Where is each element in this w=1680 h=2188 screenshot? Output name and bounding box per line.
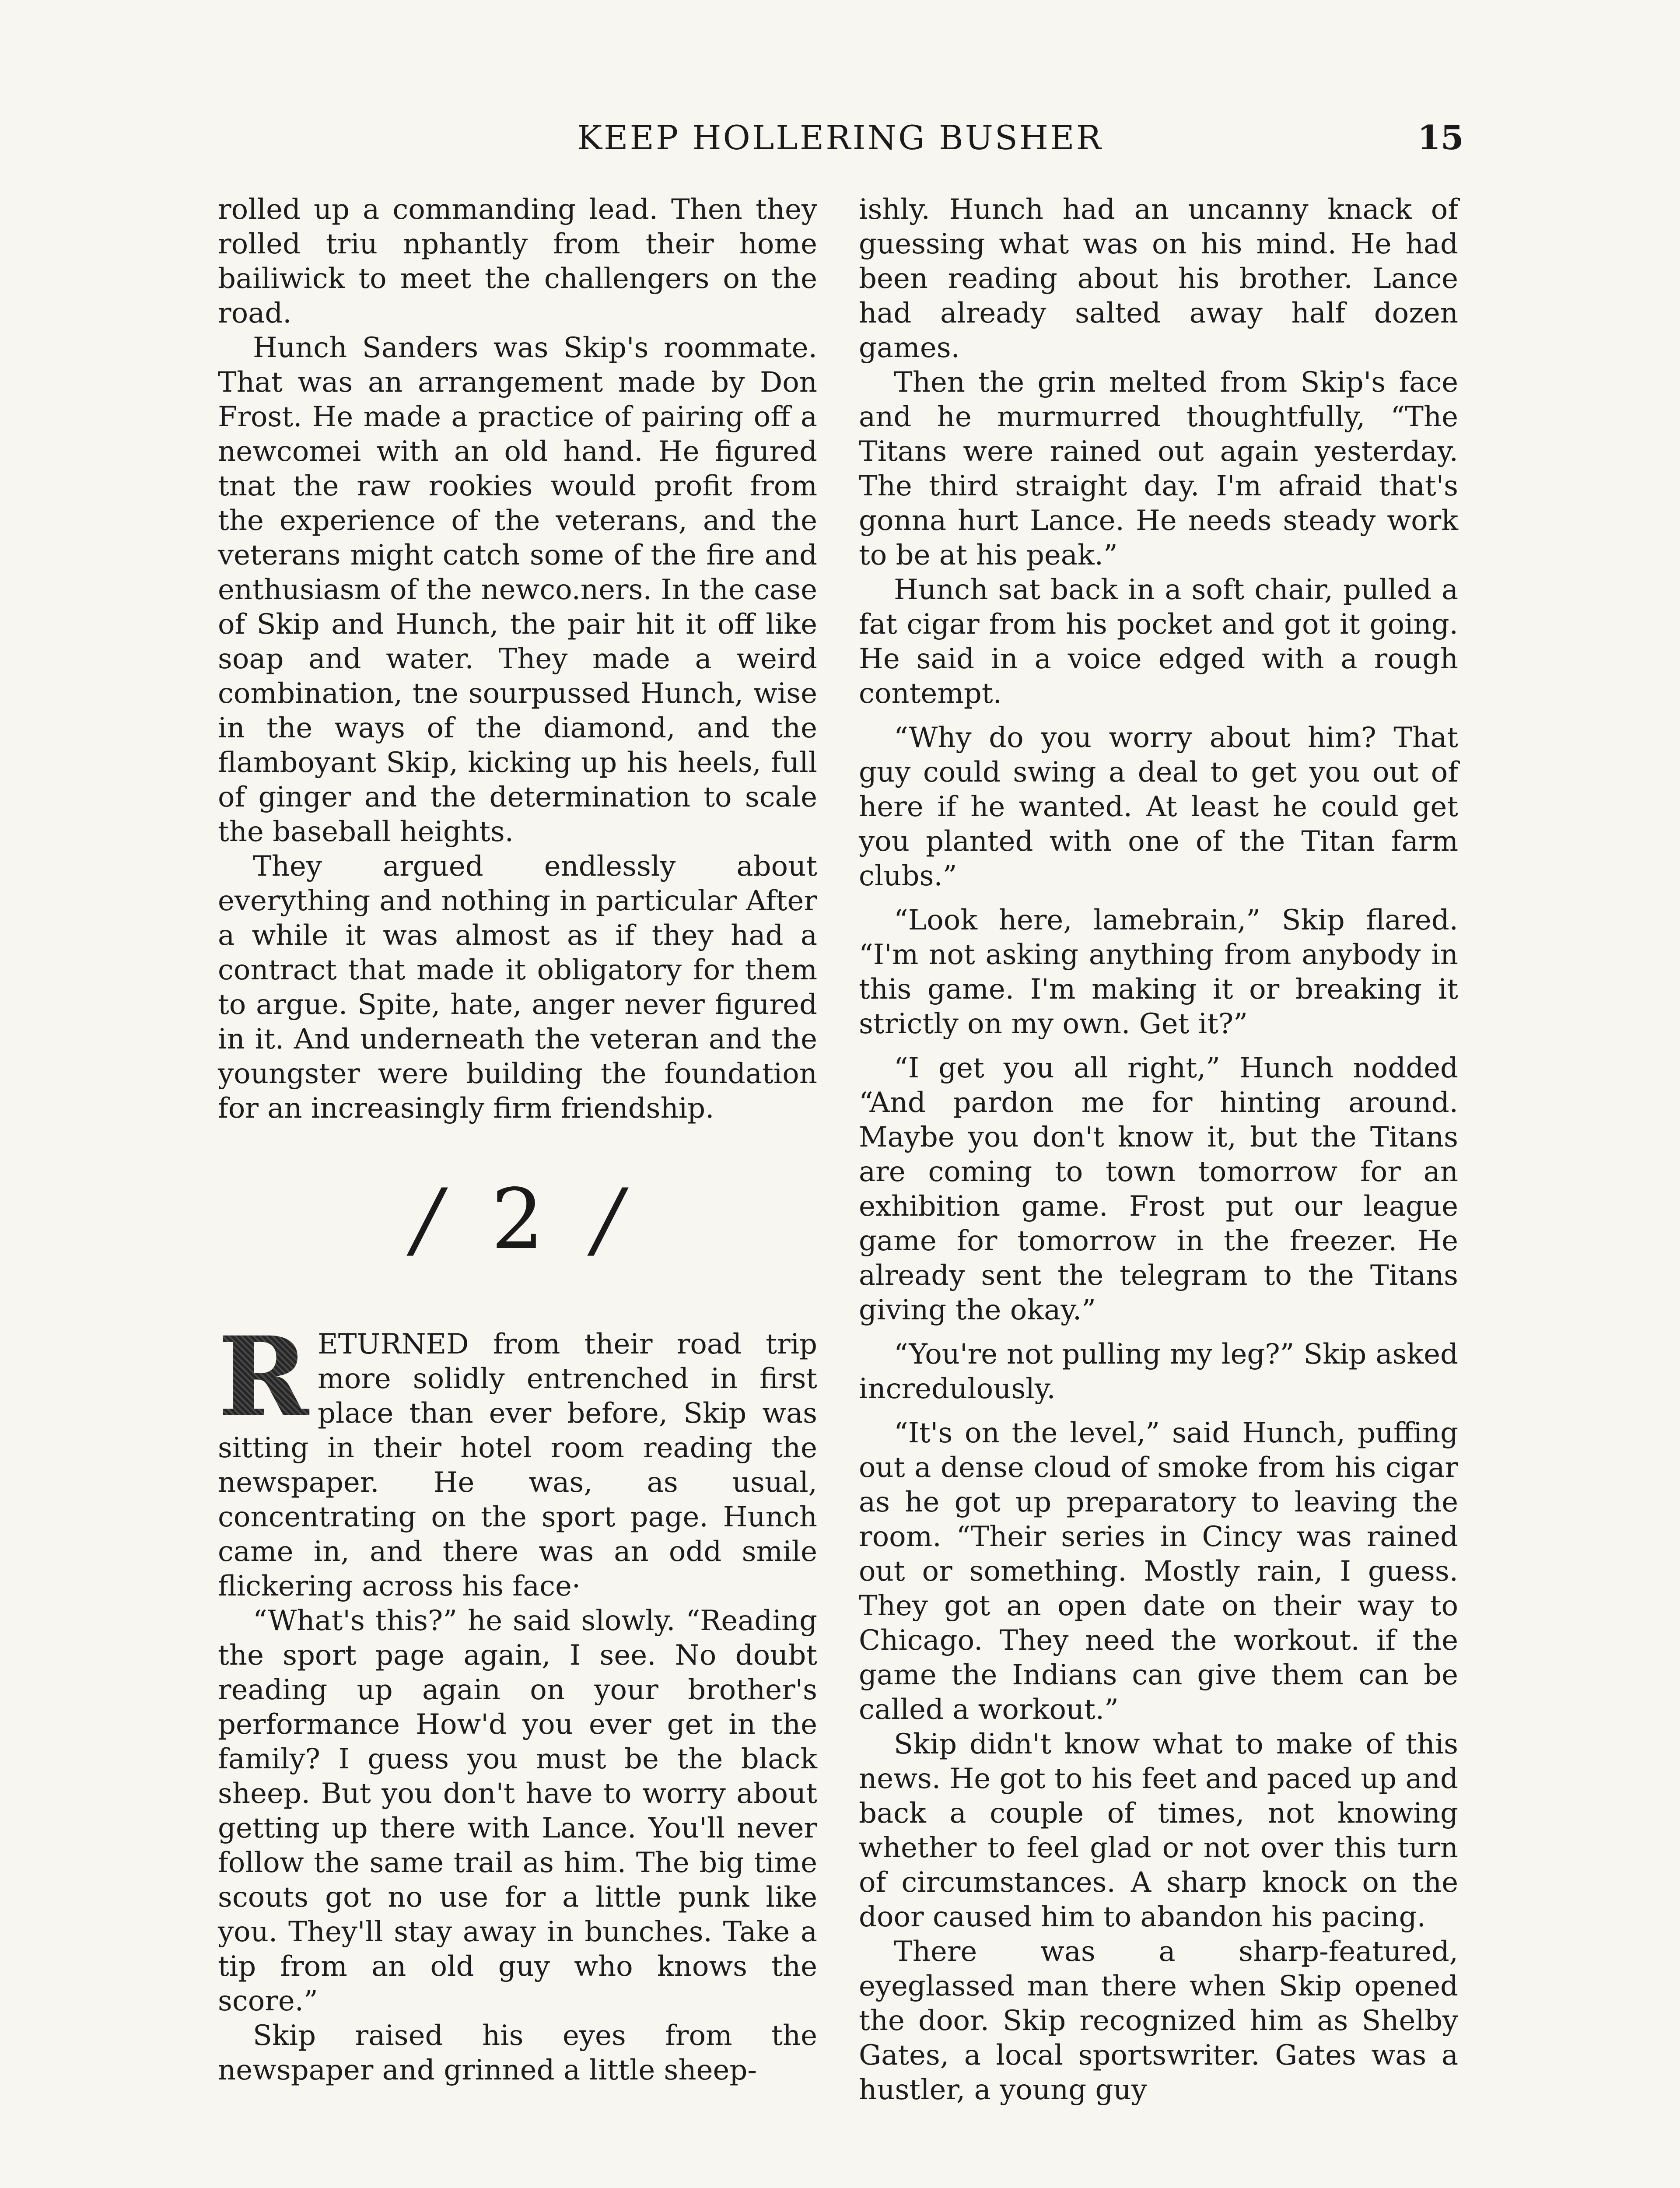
paragraph: They argued endlessly about everything and nothing in particular After a while it was almost as if they had a contract that made it obligatory for them to argue. Spite, hate, anger never figured in it. And underneath the veteran and the youngster were building the foundation for an increasingly firm friendship. [218,850,817,1125]
paragraph: Hunch sat back in a soft chair, pulled a fat cigar from his pocket and got it going. He said in a voice edged with a rough contempt. [859,574,1458,710]
paragraph: “Look here, lamebrain,” Skip flared. “I'm not asking anything from anybody in this game. I'm making it or breaking it strictly on my own. Get it?” [859,904,1458,1040]
paragraph: There was a sharp-featured, eyeglassed man there when Skip opened the door. Skip recognized him as Shelby Gates, a local sportswriter. Gates was a hustler, a young guy [859,1936,1458,2106]
drop-cap: R [218,1331,310,1423]
chapter-number: 2 [491,1171,544,1268]
paragraph: “Why do you worry about him? That guy could swing a deal to get you out of here if he wanted. At least he could get you planted with one of the Titan farm clubs.” [859,722,1458,892]
left-column [218,193,817,2088]
paragraph: ishly. Hunch had an uncanny knack of guessing what was on his mind. He had been reading about his brother. Lance had already salted away half dozen games. [859,193,1458,364]
running-title: KEEP HOLLERING BUSHER [577,118,1103,157]
right-column [859,193,1458,2107]
paragraph: rolled up a commanding lead. Then they rolled triu nphantly from their home bailiwick to meet the challengers on the road. [218,193,817,330]
paragraph: “You're not pulling my leg?” Skip asked incredulously. [859,1338,1458,1405]
paragraph: “It's on the level,” said Hunch, puffing out a dense cloud of smoke from his cigar as he got up preparatory to leaving the room. “Their series in Cincy was rained out or something. Mostly rain, I guess. They got an open date on their way to Chicago. They need the workout. if the game the Indians can give them can be called a workout.” [859,1417,1458,1726]
paragraph: “What's this?” he said slowly. “Reading the sport page again, I see. No doubt reading up again on your brother's performance How'd you ever get in the family? I guess you must be the black sheep. But you don't have to worry about getting up there with Lance. You'll never follow the same trail as him. The big time scouts got no use for a little punk like you. They'll stay away in bunches. Take a tip from an old guy who knows the score.” [218,1605,817,2017]
paragraph: Skip raised his eyes from the newspaper and grinned a little sheep- [218,2020,817,2086]
page-number: 15 [1418,118,1464,157]
opening-text: ETURNED from their road trip more solidly entrenched in first place than ever before, Skip was sitting in their hotel room reading the newspaper. He was, as usual, concentrating on the sport page. Hunch came in, and there was an odd smile flickering across his face· [218,1328,817,1602]
paragraph: Skip didn't know what to make of this news. He got to his feet and paced up and back a couple of times, not knowing whether to feel glad or not over this turn of circumstances. A sharp knock on the door caused him to abandon his pacing. [859,1728,1458,1933]
paragraph: Hunch Sanders was Skip's roommate. That was an arrangement made by Don Frost. He made a practice of pairing off a newcomei with an old hand. He figured tnat the raw rookies would profit from the experience of the veterans, and the veterans might catch some of the fire and enthusiasm of the newco.ners. In the case of Skip and Hunch, the pair hit it off like soap and water. They made a weird combination, tne sourpussed Hunch, wise in the ways of the diamond, and the flamboyant Skip, kicking up his heels, full of ginger and the determination to scale the baseball heights. [218,332,817,848]
chapter-opening-paragraph [218,1312,817,1604]
chapter-heading [218,1170,817,1268]
paragraph: Then the grin melted from Skip's face and he murmurred thoughtfully, “The Titans were rained out again yesterday. The third straight day. I'm afraid that's gonna hurt Lance. He needs steady work to be at his peak.” [859,366,1458,572]
paragraph: “I get you all right,” Hunch nodded “And pardon me for hinting around. Maybe you don't know it, but the Titans are coming to town tomorrow for an exhibition game. Frost put our league game for tomorrow in the freezer. He already sent the telegram to the Titans giving the okay.” [859,1052,1458,1326]
swash-ornament-icon: ∕ [594,1171,622,1268]
swash-ornament-icon: ∕ [413,1171,441,1268]
